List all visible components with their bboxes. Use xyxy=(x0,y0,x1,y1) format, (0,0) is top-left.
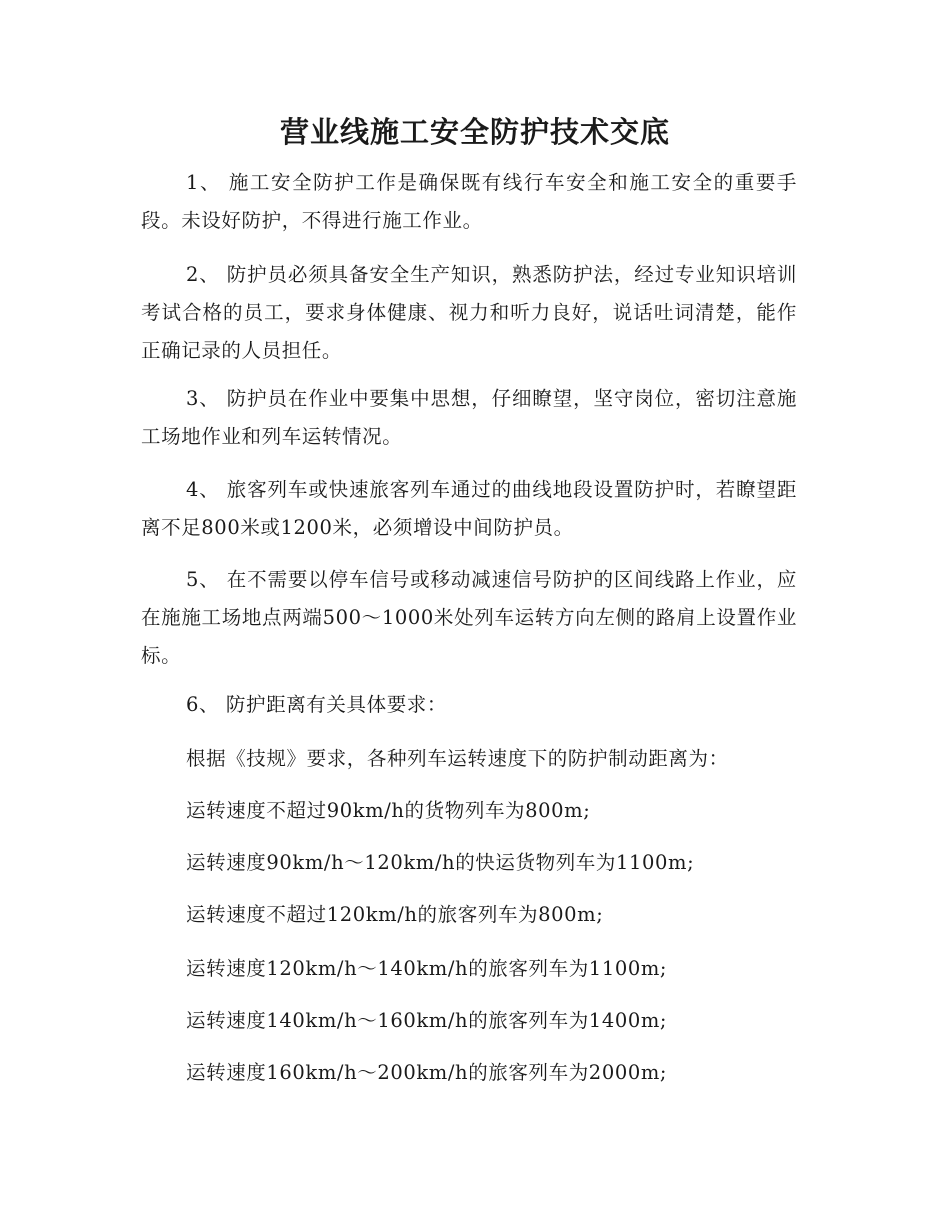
paragraph-1: 1、 施工安全防护工作是确保既有线行车安全和施工安全的重要手段。未设好防护，不得进行施工作业。 xyxy=(141,171,797,232)
paragraph-4: 4、 旅客列车或快速旅客列车通过的曲线地段设置防护时，若瞭望距离不足800米或1200米，必须增设中间防护员。 xyxy=(141,478,797,539)
document-title: 营业线施工安全防护技术交底 xyxy=(279,115,670,149)
paragraph-5: 5、 在不需要以停车信号或移动减速信号防护的区间线路上作业，应在施施工场地点两端500～1000米处列车运转方向左侧的路肩上设置作业标。 xyxy=(141,568,797,667)
requirement-line: 运转速度120km/h～140km/h的旅客列车为1100m; xyxy=(186,957,668,980)
paragraph-3: 3、 防护员在作业中要集中思想，仔细瞭望，坚守岗位，密切注意施工场地作业和列车运转情况。 xyxy=(141,387,797,448)
requirement-line: 运转速度160km/h～200km/h的旅客列车为2000m; xyxy=(186,1061,668,1084)
requirement-line: 运转速度90km/h～120km/h的快运货物列车为1100m; xyxy=(186,851,695,874)
requirement-line: 运转速度不超过90km/h的货物列车为800m; xyxy=(186,799,591,822)
requirement-line: 运转速度140km/h～160km/h的旅客列车为1400m; xyxy=(186,1009,668,1032)
requirements-heading: 6、 防护距离有关具体要求： xyxy=(186,693,448,716)
paragraph-2: 2、 防护员必须具备安全生产知识，熟悉防护法，经过专业知识培训考试合格的员工，要求身体健康、视力和听力良好，说话吐词清楚，能作正确记录的人员担任。 xyxy=(141,263,797,362)
requirements-intro: 根据《技规》要求，各种列车运转速度下的防护制动距离为： xyxy=(186,747,729,770)
requirement-line: 运转速度不超过120km/h的旅客列车为800m; xyxy=(186,903,604,926)
